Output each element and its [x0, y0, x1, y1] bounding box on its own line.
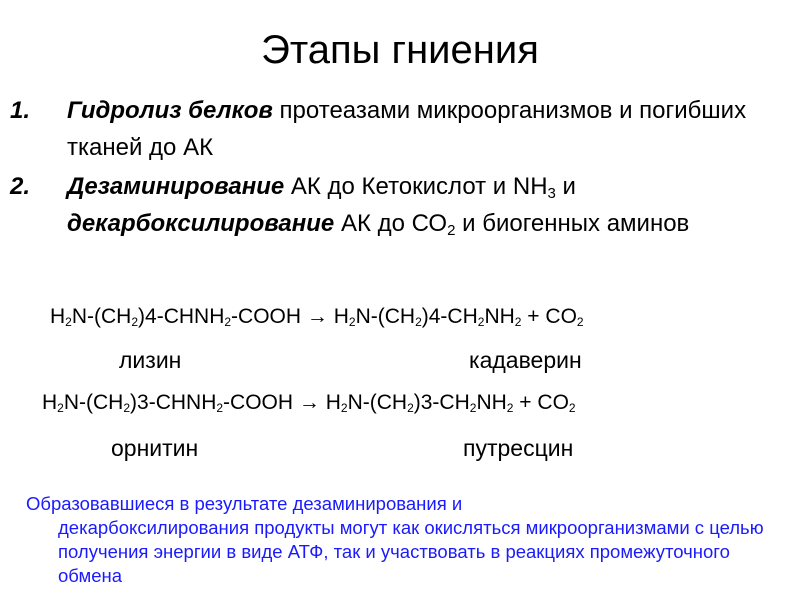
subscript: 2 [65, 315, 72, 329]
formula-part: N-(CH [355, 305, 416, 328]
subscript: 2 [131, 315, 139, 329]
subscript: 2 [506, 401, 514, 415]
reactant-name-ornithine: орнитин [111, 435, 199, 461]
formula-part: N-(CH [347, 391, 408, 414]
list-number: 1. [10, 97, 31, 124]
formula-part: NH [476, 391, 507, 414]
formula-part: -COOH [231, 305, 302, 328]
formula-part: H [333, 305, 349, 328]
subscript: 2 [340, 401, 348, 415]
subscript: 2 [576, 315, 584, 329]
formula-part: -COOH [223, 391, 294, 414]
formula-part: )3-CH [413, 391, 470, 414]
subscript: 3 [547, 185, 556, 202]
formula-part: N-(CH [71, 305, 132, 328]
term-decarboxylation: декарбоксилирование [67, 210, 335, 237]
reaction-equation-ornithine [42, 390, 576, 416]
stages-list [10, 92, 780, 242]
subscript: 2 [568, 401, 576, 415]
term-hydrolysis: Гидролиз белков [67, 97, 273, 124]
list-item-deamination [10, 168, 780, 242]
item-text: АК до СО [334, 210, 448, 237]
term-deamination: Дезаминирование [67, 173, 285, 200]
formula-part: H [50, 305, 66, 328]
formula-part: )3-CHNH [130, 391, 217, 414]
list-item-hydrolysis [10, 92, 780, 166]
note-continuation: декарбоксилирования продукты могут как окисляться микроорганизмами с целью получения энергии в виде АТФ, так и участвовать в реакциях промежуточного обмена [58, 517, 764, 586]
item-text: и [555, 173, 576, 200]
item-text: протеазами микроорганизмов и погибших тканей до АК [67, 97, 747, 161]
subscript: 2 [216, 401, 224, 415]
item-text: и биогенных аминов [455, 210, 690, 237]
list-number: 2. [10, 173, 31, 200]
formula-part: N-(CH [63, 391, 124, 414]
reaction-arrow: → [293, 391, 326, 414]
subscript: 2 [469, 401, 477, 415]
formula-part: )4-CH [421, 305, 478, 328]
subscript: 2 [57, 401, 64, 415]
formula-part: )4-CHNH [138, 305, 225, 328]
reactant-name-lysine: лизин [119, 347, 182, 373]
slide-title: Этапы гниения [261, 28, 539, 72]
subscript: 2 [447, 222, 456, 239]
formula-part: H [42, 391, 58, 414]
reaction-arrow: → [301, 305, 334, 328]
item-text: АК до Кетокислот и NH [284, 173, 548, 200]
subscript: 2 [224, 315, 232, 329]
formula-part: NH [484, 305, 515, 328]
product-name-putrescine: путресцин [463, 435, 574, 461]
formula-part: + CO [513, 391, 569, 414]
subscript: 2 [477, 315, 485, 329]
conclusion-note [26, 492, 766, 588]
subscript: 2 [407, 401, 414, 415]
subscript: 2 [348, 315, 356, 329]
subscript: 2 [415, 315, 422, 329]
note-first-line: Образовавшиеся в результате дезаминирования и [26, 493, 463, 514]
formula-part: H [325, 391, 341, 414]
product-name-cadaverine: кадаверин [469, 347, 582, 373]
reaction-equation-lysine [50, 304, 584, 330]
subscript: 2 [514, 315, 522, 329]
formula-part: + CO [521, 305, 577, 328]
subscript: 2 [123, 401, 131, 415]
